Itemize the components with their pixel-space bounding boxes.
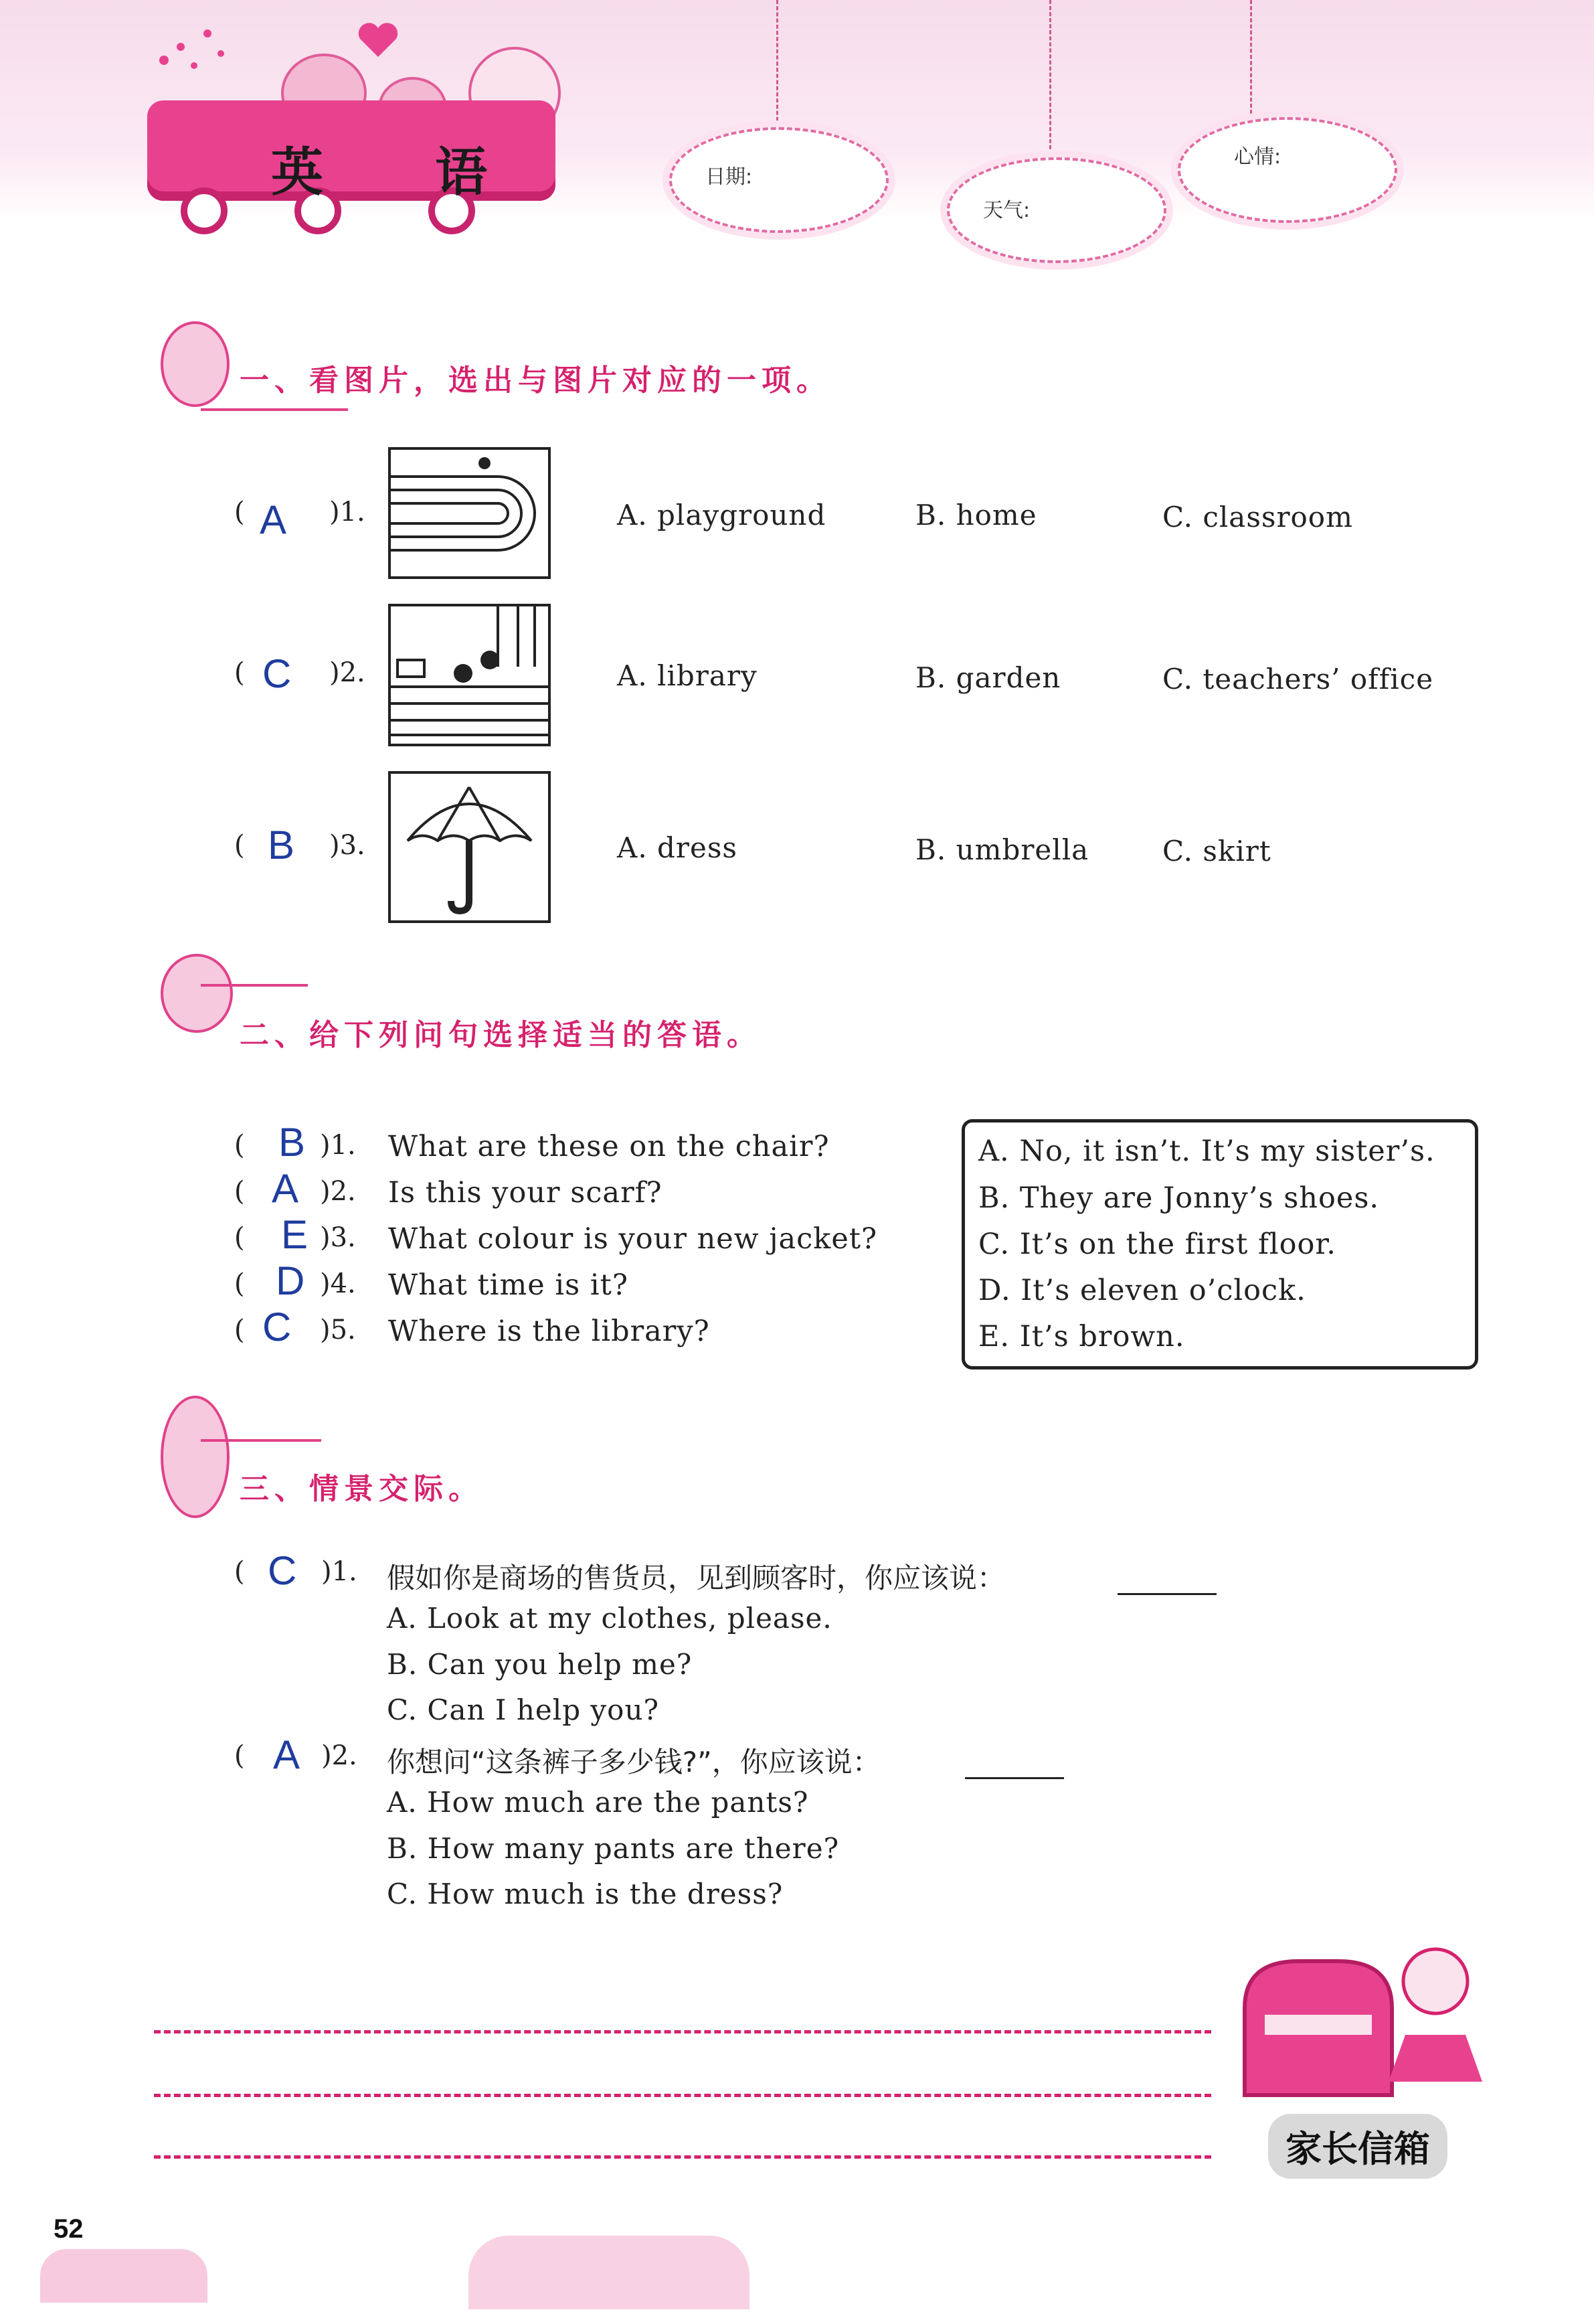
question-number: )2.: [329, 657, 365, 688]
hanging-string: [1250, 0, 1252, 114]
footer-town-decoration: [40, 2249, 207, 2303]
answer-mark: C: [262, 651, 292, 696]
left-paren: (: [234, 1740, 245, 1771]
subject-title: 英 语: [271, 143, 535, 203]
question-number: )2.: [321, 1740, 357, 1771]
option-a: A. playground: [617, 499, 826, 531]
parent-mailbox-label: 家长信箱: [1268, 2114, 1447, 2179]
answer-mark: A: [260, 497, 287, 542]
question-number: )5.: [320, 1315, 356, 1345]
left-paren: (: [234, 1315, 245, 1345]
answer-mark: C: [268, 1548, 297, 1593]
option-c: C. How much is the dress?: [387, 1878, 784, 1910]
option-c: C. classroom: [1162, 501, 1353, 533]
question-text: 假如你是商场的售货员，见到顾客时，你应该说：: [387, 1562, 1006, 1594]
writing-line: [154, 2030, 1211, 2033]
question-text: What time is it?: [388, 1268, 628, 1302]
section1-mascot: [161, 321, 230, 407]
heart-balloon-icon: [355, 20, 402, 60]
hanging-string: [776, 0, 778, 127]
question-number: )1.: [321, 1556, 357, 1587]
date-label: 日期:: [705, 165, 753, 189]
option-a: A. Look at my clothes, please.: [387, 1602, 832, 1635]
question-number: )3.: [320, 1222, 356, 1253]
question-number: )2.: [320, 1176, 356, 1207]
left-paren: (: [234, 1556, 245, 1587]
section3-mascot: [161, 1396, 230, 1518]
train-wheel: [181, 187, 228, 234]
mood-cloud: [1178, 117, 1397, 223]
section1-underline: [201, 408, 348, 411]
option-c: C. teachers’ office: [1162, 663, 1434, 695]
answer-mark: A: [272, 1166, 299, 1211]
option-c: C. Can I help you?: [387, 1693, 660, 1726]
question-number: )3.: [329, 830, 365, 861]
section3-line: [201, 1439, 321, 1442]
answer-mark: A: [273, 1732, 300, 1777]
question-row: [234, 1305, 890, 1355]
left-paren: (: [234, 1176, 245, 1207]
question-row: [234, 1120, 890, 1171]
office-scene-picture: [388, 604, 551, 746]
writing-line: [154, 2094, 1211, 2097]
option-a: A. How much are the pants?: [387, 1786, 809, 1819]
question-text: What colour is your new jacket?: [388, 1222, 878, 1256]
weather-label: 天气:: [983, 199, 1031, 222]
left-paren: (: [234, 830, 245, 861]
option-b: B. Can you help me?: [387, 1648, 693, 1681]
question-text: Is this your scarf?: [388, 1176, 662, 1210]
hanging-string: [1049, 0, 1051, 167]
date-cloud: [669, 127, 889, 233]
option-c: C. skirt: [1162, 835, 1271, 867]
question-list: [234, 1120, 890, 1355]
left-paren: (: [234, 1222, 245, 1253]
answer-blank: [965, 1777, 1064, 1779]
left-paren: (: [234, 497, 245, 527]
section1-title: 一、看图片，选出与图片对应的一项。: [240, 363, 831, 398]
answer-mark: C: [262, 1305, 292, 1349]
left-paren: (: [234, 657, 245, 688]
choice-c: C. It’s on the first floor.: [978, 1228, 1336, 1261]
stars-decoration: [154, 13, 228, 74]
answer-blank: [1118, 1593, 1217, 1595]
page-number: 52: [54, 2214, 84, 2244]
section2-line: [201, 984, 308, 987]
writing-line: [154, 2155, 1211, 2159]
option-b: B. home: [915, 499, 1037, 531]
question-text: What are these on the chair?: [388, 1130, 830, 1163]
option-a: A. library: [617, 659, 758, 692]
section3-title: 三、情景交际。: [240, 1472, 483, 1506]
umbrella-picture: [388, 771, 551, 923]
mailbox-girl-illustration: [1225, 1934, 1486, 2115]
answer-mark: D: [276, 1258, 305, 1303]
question-number: )1.: [329, 497, 365, 527]
choice-d: D. It’s eleven o’clock.: [978, 1274, 1306, 1307]
question-number: )4.: [320, 1268, 356, 1299]
question-number: )1.: [320, 1130, 356, 1161]
answer-mark: E: [281, 1212, 308, 1257]
option-b: B. How many pants are there?: [387, 1832, 840, 1865]
question-row: [234, 1166, 890, 1217]
mood-label: 心情:: [1234, 145, 1281, 169]
choice-b: B. They are Jonny’s shoes.: [978, 1181, 1380, 1215]
choice-e: E. It’s brown.: [978, 1320, 1185, 1353]
running-track-picture: [388, 447, 551, 579]
option-b: B. garden: [915, 661, 1061, 694]
option-a: A. dress: [617, 831, 737, 864]
answer-mark: B: [278, 1120, 306, 1165]
section2-mascot: [161, 954, 233, 1033]
question-text: 你想问“这条裤子多少钱?”，你应该说：: [387, 1746, 881, 1778]
question-row: [234, 1212, 890, 1263]
choice-a: A. No, it isn’t. It’s my sister’s.: [978, 1135, 1435, 1168]
section2-title: 二、给下列问句选择适当的答语。: [240, 1018, 762, 1052]
footer-town-decoration: [468, 2236, 749, 2309]
option-b: B. umbrella: [915, 833, 1089, 866]
answer-choices-box: [962, 1119, 1478, 1370]
answer-mark: B: [268, 823, 295, 867]
left-paren: (: [234, 1268, 245, 1299]
weather-cloud: [947, 157, 1166, 263]
question-text: Where is the library?: [388, 1315, 710, 1348]
left-paren: (: [234, 1130, 245, 1161]
question-row: [234, 1258, 890, 1309]
